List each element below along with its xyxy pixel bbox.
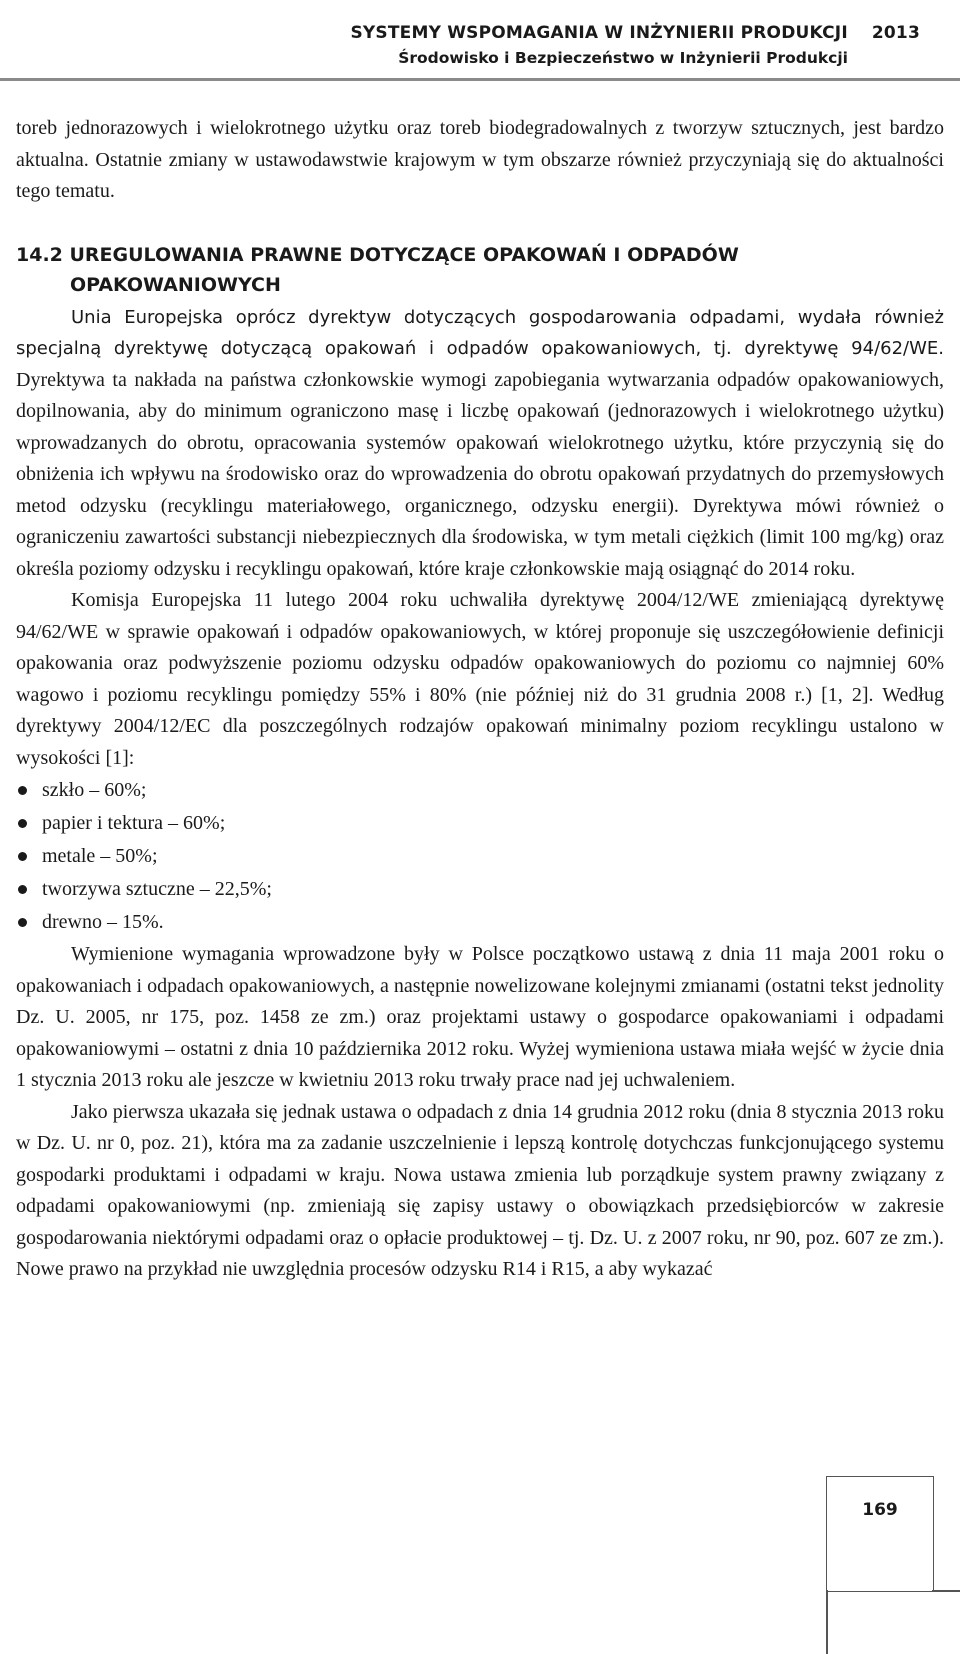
page-box-rule-vertical (826, 1590, 828, 1654)
bullet-icon (18, 819, 27, 828)
paragraph-directive-94-62 (16, 302, 944, 586)
list-item-text: szkło – 60%; (42, 779, 147, 801)
running-header (40, 20, 920, 70)
list-item (16, 873, 944, 906)
list-item (16, 807, 944, 840)
section-heading-line1: 14.2 UREGULOWANIA PRAWNE DOTYCZĄCE OPAKOWAŃ I ODPADÓW (16, 243, 739, 266)
bullet-icon (18, 786, 27, 795)
header-journal-title (40, 20, 920, 46)
intro-paragraph: toreb jednorazowych i wielokrotnego użytku oraz toreb biodegradowalnych z tworzyw sztucznych, jest bardzo aktualna. Ostatnie zmiany w ustawodawstwie krajowym w tym obszarze również przyczyniają się do aktualności tego tematu. (16, 117, 944, 202)
bullet-icon (18, 918, 27, 927)
page-number-box (826, 1476, 934, 1592)
list-item (16, 840, 944, 873)
recycling-levels-list (16, 774, 944, 939)
paragraph-waste-act: Jako pierwsza ukazała się jednak ustawa o odpadach z dnia 14 grudnia 2012 roku (dnia 8 stycznia 2013 roku w Dz. U. nr 0, poz. 21), która ma za zadanie uszczelnienie i lepszą kontrolę dotychczas funkcjonującego systemu gospodarki produktami i odpadami w kraju. Nowa ustawa zmienia lub porządkuje system prawny związany z odpadami opakowaniowymi (np. zmieniają się zapisy ustawy o obowiązkach przedsiębiorców w zakresie gospodarowania niektórymi odpadami oraz o opłacie produktowej – tj. Dz. U. z 2007 roku, nr 90, poz. 607 ze zm.). Nowe prawo na przykład nie uwzględnia procesów odzysku R14 i R15, a aby wykazać (16, 1100, 944, 1280)
page-number: 169 (862, 1500, 898, 1520)
section-heading (16, 240, 944, 300)
bullet-icon (18, 852, 27, 861)
paragraph-sans-segment: Unia Europejska oprócz dyrektyw dotyczących gospodarowania odpadami, wydała również specjalną dyrektywę dotyczącą opakowań i odpadów opakowaniowych, tj. dyrektywę 94/62/WE. (16, 306, 944, 359)
list-item-text: tworzywa sztuczne – 22,5%; (42, 878, 272, 900)
journal-title: SYSTEMY WSPOMAGANIA W INŻYNIERII PRODUKCJI (350, 23, 848, 43)
page-body (16, 113, 944, 1286)
journal-year: 2013 (871, 23, 920, 43)
list-item (16, 906, 944, 939)
journal-subtitle: Środowisko i Bezpieczeństwo w Inżynierii Produkcji (398, 49, 848, 67)
list-item (16, 774, 944, 807)
list-item-text: drewno – 15%. (42, 911, 164, 933)
list-item-text: papier i tektura – 60%; (42, 812, 226, 834)
list-item-text: metale – 50%; (42, 845, 158, 867)
paragraph-directive-2004-12: Komisja Europejska 11 lutego 2004 roku uchwaliła dyrektywę 2004/12/WE zmieniającą dyrektywę 94/62/WE w sprawie opakowań i odpadów opakowaniowych, w której proponuje się uszczegółowienie definicji opakowania oraz podwyższenie poziomu odzysku odpadów opakowaniowych do poziomu co najmniej 60% wagowo i poziomu recyklingu pomiędzy 55% i 80% (nie później niż do 31 grudnia 2008 r.) [1, 2]. Według dyrektywy 2004/12/EC dla poszczególnych rodzajów opakowań minimalny poziom recyklingu ustalono w wysokości [1]: (16, 589, 944, 769)
header-divider (0, 78, 960, 81)
paragraph-polish-law: Wymienione wymagania wprowadzone były w Polsce początkowo ustawą z dnia 11 maja 2001 roku o opakowaniach i odpadach opakowaniowych, a następnie nowelizowane kolejnymi zmianami (ostatni tekst jednolity Dz. U. 2005, nr 175, poz. 1458 ze zm.) oraz projektami ustawy o gospodarce opakowaniami i odpadami opakowaniowymi – ostatni z dnia 10 października 2012 roku. Wyżej wymieniona ustawa miała wejść w życie dnia 1 stycznia 2013 roku ale jeszcze w kwietniu 2013 roku trwały prace nad jej uchwaleniem. (16, 943, 944, 1091)
bullet-icon (18, 885, 27, 894)
section-heading-line2: OPAKOWANIOWYCH (70, 273, 281, 296)
page-box-rule-horizontal (932, 1590, 960, 1592)
paragraph-serif-segment: Dyrektywa ta nakłada na państwa członkowskie wymogi zapobiegania wytwarzania odpadów opakowaniowych, dopilnowania, aby do minimum ograniczono masę i liczbę opakowań (jednorazowych i wielokrotnego użytku) wprowadzanych do obrotu, opracowania systemów opakowań wielokrotnego użytku, które przyczynią się do obniżenia ich wpływu na środowisko oraz do wprowadzenia do obrotu opakowań przydatnych do przemysłowych metod odzysku (recyklingu materiałowego, organicznego, odzysku energii). Dyrektywa mówi również o ograniczeniu zawartości substancji niebezpiecznych dla środowiska, w tym metali ciężkich (limit 100 mg/kg) oraz określa poziomy odzysku i recyklingu opakowań, które kraje członkowskie mają osiągnąć do 2014 roku. (16, 368, 944, 580)
